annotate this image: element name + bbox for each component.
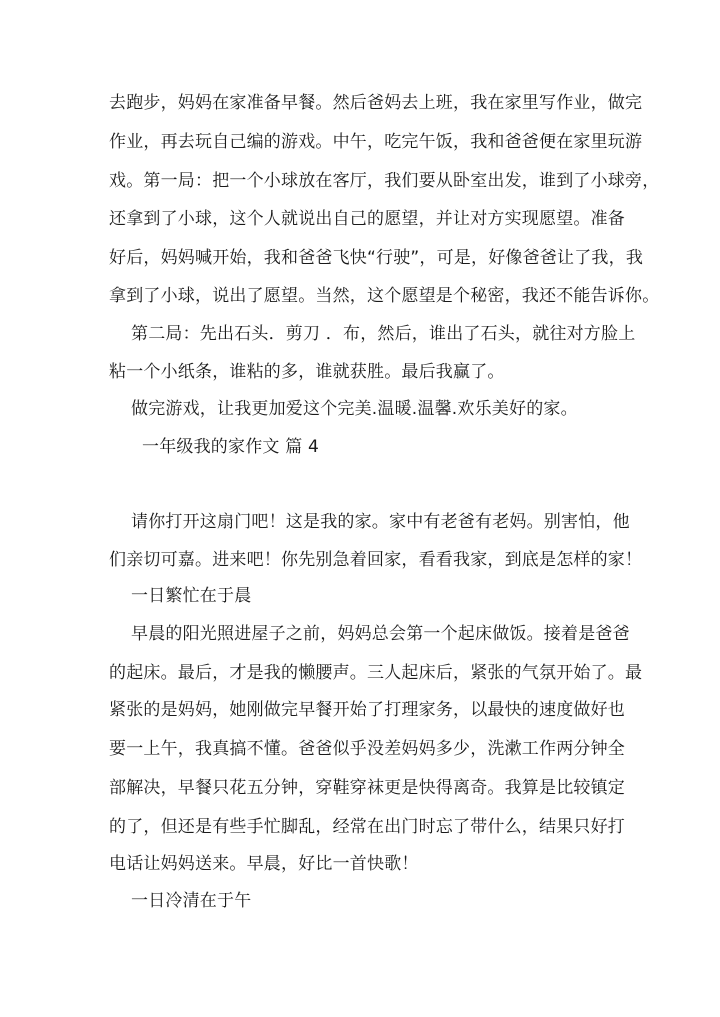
paragraph-line: 拿到了小球，说出了愿望。当然，这个愿望是个秘密，我还不能告诉你。 [109,286,660,306]
paragraph-line: 第二局：先出石头．剪刀 ．布，然后，谁出了石头，就往对方脸上 [131,324,636,344]
paragraph-line: 去跑步，妈妈在家准备早餐。然后爸妈去上班，我在家里写作业，做完 [109,93,643,113]
section-heading: 一年级我的家作文 篇 4 [142,437,320,457]
paragraph-line: 要一上午，我真搞不懂。爸爸似乎没差妈妈多少，洗漱工作两分钟全 [109,739,625,759]
subheading: 一日繁忙在于晨 [131,586,252,606]
paragraph-line: 还拿到了小球，这个人就说出自己的愿望，并让对方实现愿望。准备 [109,209,625,229]
subheading: 一日冷清在于午 [131,891,252,911]
paragraph-line: 请你打开这扇门吧！这是我的家。家中有老爸有老妈。别害怕，他 [131,512,630,532]
paragraph-line: 紧张的是妈妈，她刚做完早餐开始了打理家务，以最快的速度做好也 [109,700,625,720]
paragraph-line: 早晨的阳光照进屋子之前，妈妈总会第一个起床做饭。接着是爸爸 [131,624,630,644]
paragraph-line: 的了，但还是有些手忙脚乱，经常在出门时忘了带什么，结果只好打 [109,817,625,837]
paragraph-line: 做完游戏，让我更加爱这个完美.温暖.温馨.欢乐美好的家。 [131,399,578,419]
paragraph-line: 部解决，早餐只花五分钟，穿鞋穿袜更是快得离奇。我算是比较镇定 [109,778,625,798]
paragraph-line: 戏。第一局：把一个小球放在客厅，我们要从卧室出发，谁到了小球旁， [109,171,660,191]
paragraph-line: 电话让妈妈送来。早晨，好比一首快歌！ [109,854,419,874]
paragraph-line: 粘一个小纸条，谁粘的多，谁就获胜。最后我赢了。 [109,362,505,382]
paragraph-line: 的起床。最后，才是我的懒腰声。三人起床后，紧张的气氛开始了。最 [109,663,643,683]
paragraph-line: 们亲切可嘉。进来吧！你先别急着回家，看看我家，到底是怎样的家！ [109,550,643,570]
paragraph-line: 好后，妈妈喊开始，我和爸爸飞快“行驶”，可是，好像爸爸让了我，我 [109,248,644,268]
paragraph-line: 作业，再去玩自己编的游戏。中午，吃完午饭，我和爸爸便在家里玩游 [109,132,643,152]
